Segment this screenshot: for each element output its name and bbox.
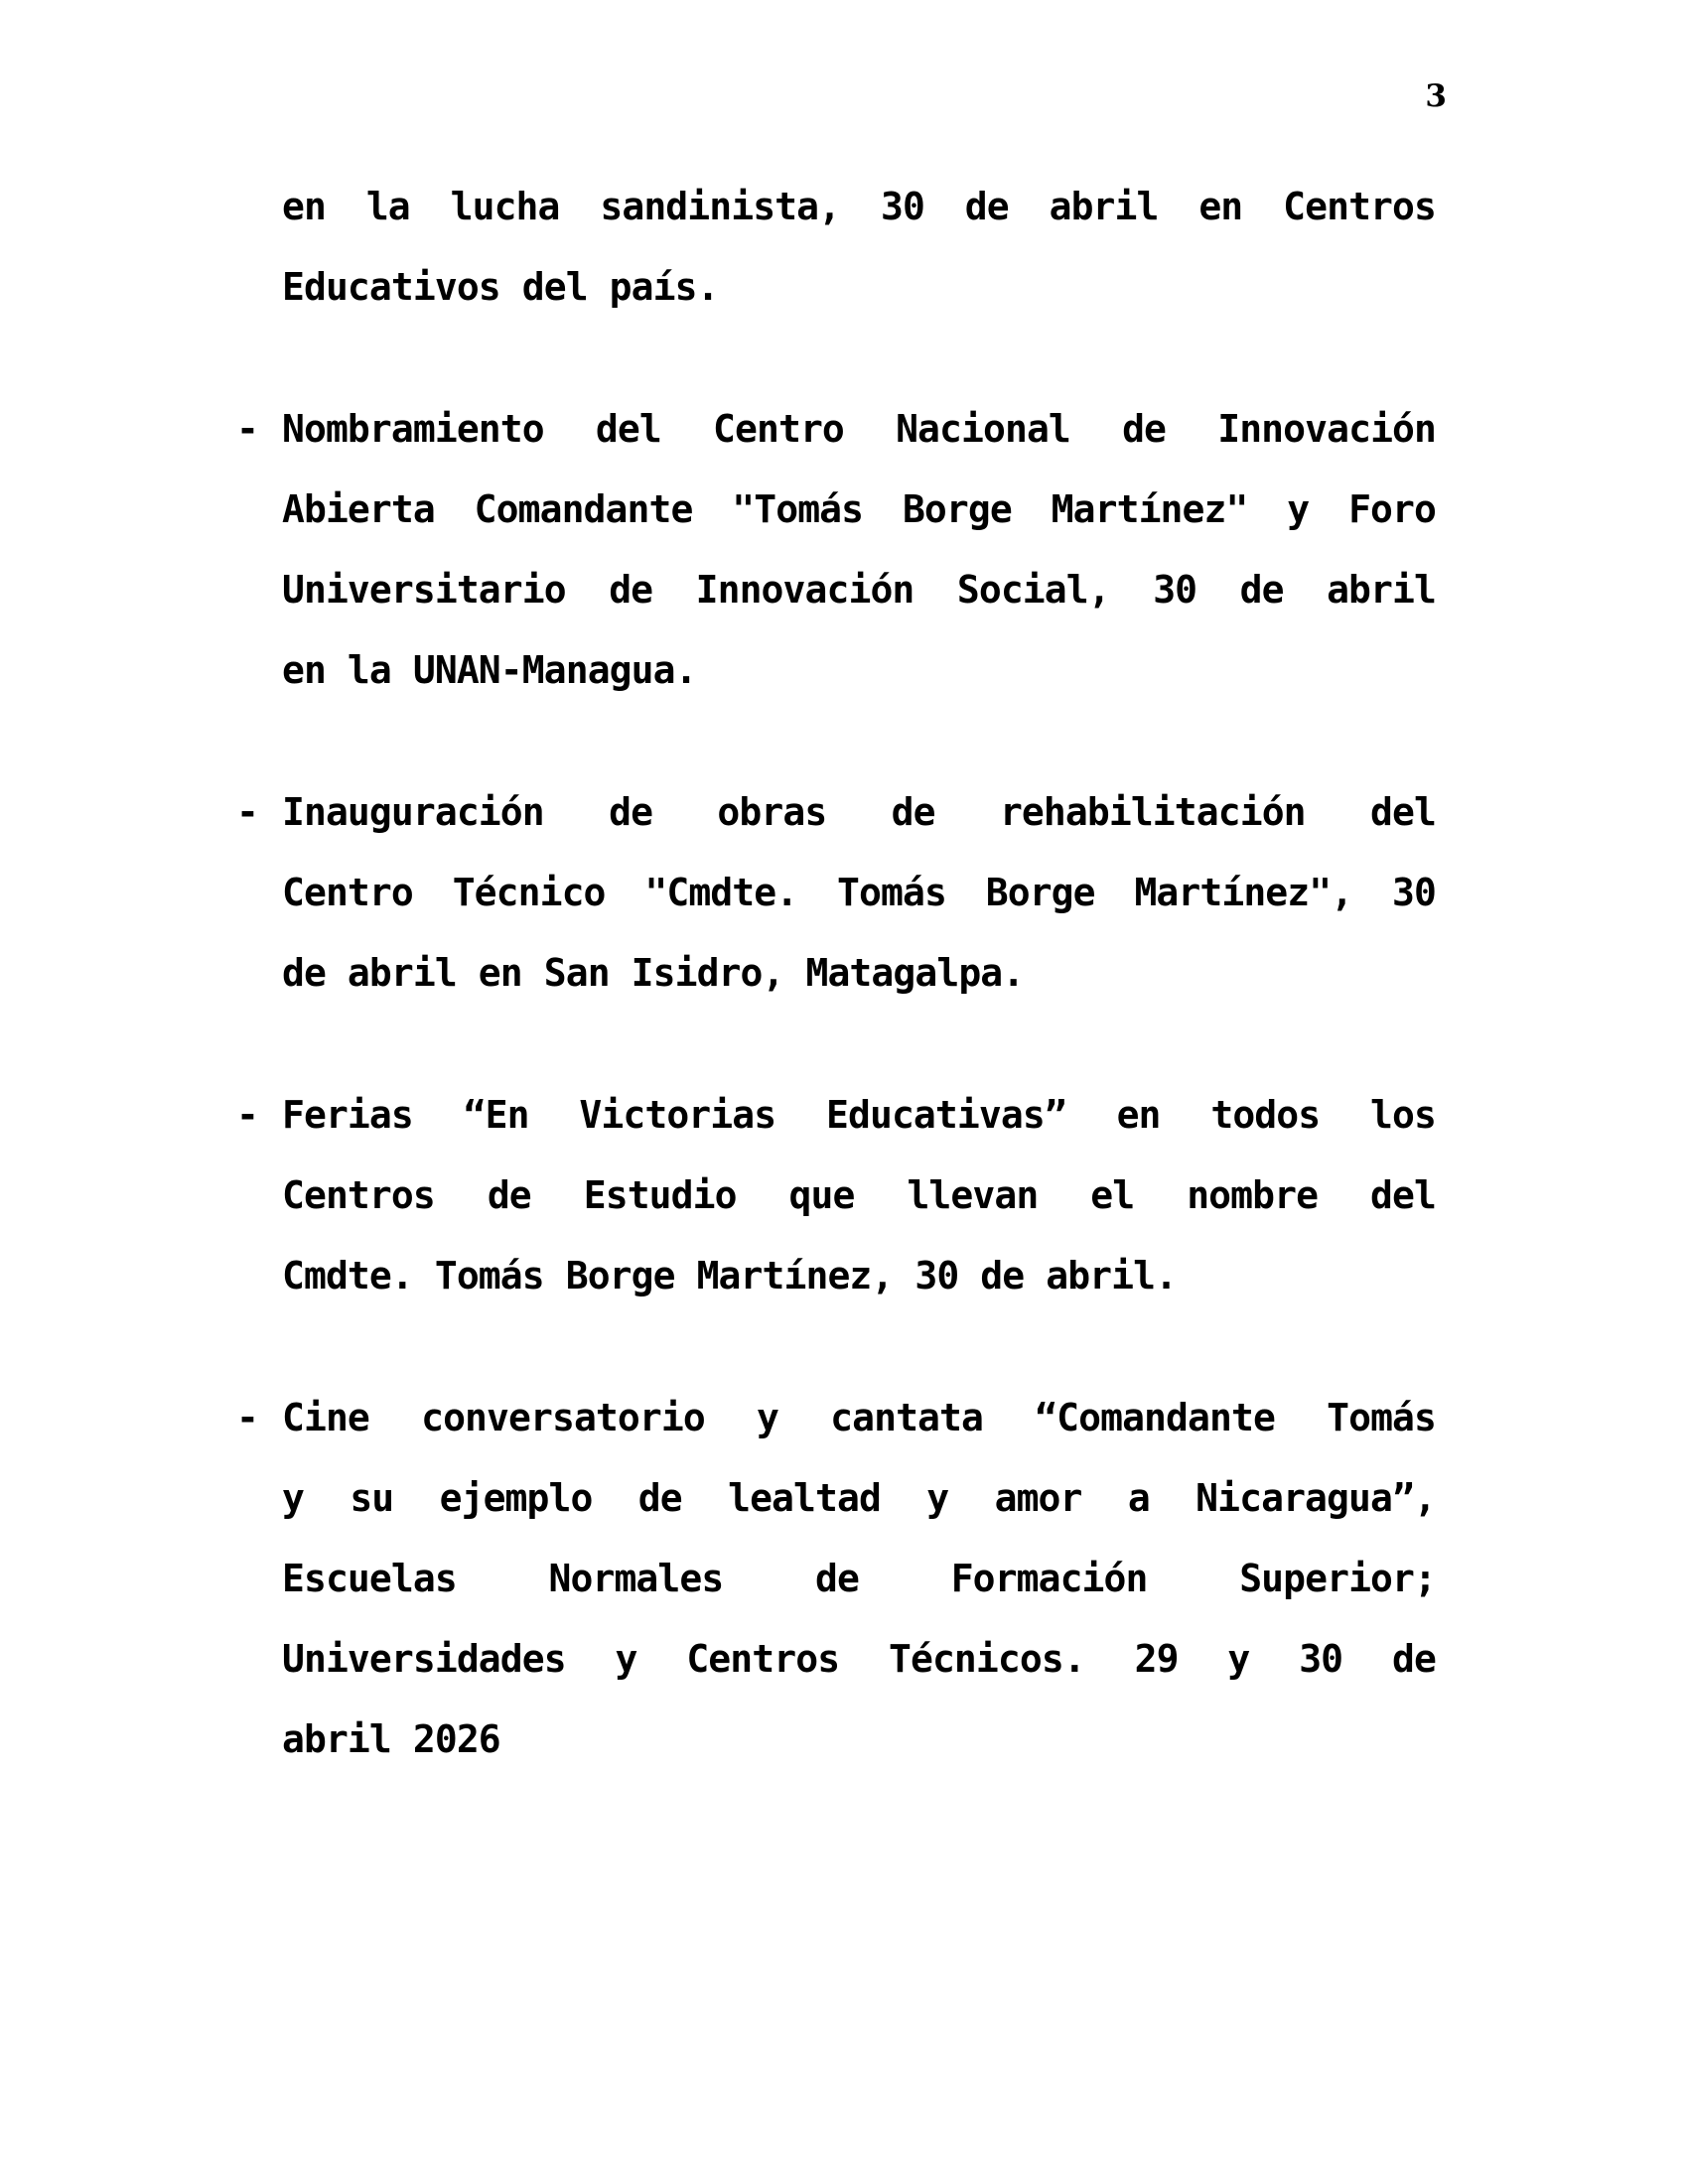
text-word: Centro <box>713 407 844 451</box>
text-word: en <box>282 185 326 228</box>
text-word: 30 <box>880 185 924 228</box>
text-word: Cine <box>282 1396 369 1439</box>
text-word: rehabilitación <box>999 790 1306 834</box>
text-line: de abril en San Isidro, Matagalpa. <box>282 951 1025 995</box>
text-line <box>282 1539 1436 1619</box>
text-word: Abierta <box>282 487 435 531</box>
text-word: y <box>1287 487 1310 531</box>
text-word: sandinista, <box>600 185 841 228</box>
text-word: 30 <box>1153 568 1197 612</box>
text-line: en la UNAN-Managua. <box>282 648 697 692</box>
text-word: que <box>788 1173 855 1217</box>
text-line <box>282 167 1436 247</box>
text-word: Martínez", <box>1134 871 1353 914</box>
text-word: "Cmdte. <box>644 871 798 914</box>
text-line <box>282 1619 1436 1700</box>
text-word: Social, <box>956 568 1110 612</box>
paragraph-text <box>282 389 1436 711</box>
text-line: Educativos del país. <box>282 265 719 309</box>
text-word: su <box>350 1476 394 1520</box>
text-word: Centros <box>686 1637 840 1681</box>
text-word: "Tomás <box>732 487 864 531</box>
text-word: “En <box>463 1093 529 1137</box>
text-word: y <box>1227 1637 1250 1681</box>
text-word: Borge <box>902 487 1012 531</box>
text-word: nombre <box>1187 1173 1319 1217</box>
text-word: conversatorio <box>421 1396 705 1439</box>
text-word: el <box>1090 1173 1135 1217</box>
text-line <box>282 470 1436 550</box>
text-word: Inauguración <box>282 790 544 834</box>
text-word: 29 <box>1134 1637 1179 1681</box>
text-line <box>282 1458 1436 1539</box>
text-word: Normales <box>548 1557 724 1600</box>
bullet-dash-marker: - <box>236 1093 259 1137</box>
text-word: del <box>595 407 661 451</box>
text-word: Victorias <box>579 1093 776 1137</box>
text-word: Técnico <box>452 871 606 914</box>
text-word: Foro <box>1348 487 1436 531</box>
text-word: Centro <box>282 871 413 914</box>
text-word: Innovación <box>1217 407 1436 451</box>
text-word: en <box>1198 185 1243 228</box>
paragraph-text <box>282 1378 1436 1780</box>
text-word: “Comandante <box>1035 1396 1275 1439</box>
text-word: Escuelas <box>282 1557 457 1600</box>
text-word: Técnicos. <box>889 1637 1085 1681</box>
text-word: Tomás <box>837 871 946 914</box>
text-word: amor <box>994 1476 1082 1520</box>
text-word: Formación <box>950 1557 1148 1600</box>
page-number: 3 <box>1425 78 1447 114</box>
text-word: Ferias <box>282 1093 413 1137</box>
text-word: de <box>1122 407 1167 451</box>
text-word: Nicaragua”, <box>1196 1476 1436 1520</box>
text-line <box>282 389 1436 470</box>
text-word: en <box>1116 1093 1161 1137</box>
text-word: cantata <box>830 1396 983 1439</box>
bullet-dash-marker: - <box>236 790 259 834</box>
text-line <box>282 772 1436 853</box>
text-word: de <box>609 790 653 834</box>
text-word: abril <box>1049 185 1159 228</box>
text-word: y <box>756 1396 778 1439</box>
text-word: Martínez" <box>1051 487 1248 531</box>
bullet-dash-marker: - <box>236 407 259 451</box>
text-word: Comandante <box>474 487 693 531</box>
text-word: Estudio <box>583 1173 737 1217</box>
text-word: del <box>1370 790 1436 834</box>
text-word: Educativas” <box>826 1093 1066 1137</box>
text-line <box>282 1075 1436 1156</box>
text-word: de <box>1391 1637 1436 1681</box>
text-word: Centros <box>1283 185 1436 228</box>
bullet-inauguracion-obras-rehabilitacion <box>236 772 1436 1014</box>
text-word: lealtad <box>728 1476 881 1520</box>
text-word: y <box>926 1476 949 1520</box>
text-word: Innovación <box>695 568 914 612</box>
text-word: Centros <box>282 1173 435 1217</box>
text-word: Superior; <box>1239 1557 1436 1600</box>
text-word: del <box>1370 1173 1436 1217</box>
text-word: de <box>815 1557 859 1600</box>
text-word: los <box>1370 1093 1436 1137</box>
text-word: llevan <box>907 1173 1039 1217</box>
bullet-dash-marker: - <box>236 1396 259 1439</box>
bullet-cine-conversatorio-cantata <box>236 1378 1436 1780</box>
text-word: Nacional <box>896 407 1070 451</box>
text-word: de <box>487 1173 531 1217</box>
bullet-nombramiento-centro-nacional-innovacion <box>236 389 1436 711</box>
text-word: y <box>282 1476 304 1520</box>
text-line: abril 2026 <box>282 1717 500 1761</box>
text-word: todos <box>1210 1093 1321 1137</box>
text-word: Universitario <box>282 568 566 612</box>
text-word: ejemplo <box>439 1476 593 1520</box>
paragraph-text <box>282 772 1436 1014</box>
text-word: y <box>615 1637 637 1681</box>
text-word: de <box>964 185 1009 228</box>
text-word: la <box>365 185 410 228</box>
text-word: de <box>891 790 935 834</box>
document-body <box>236 167 1436 1780</box>
text-line <box>282 1156 1436 1236</box>
text-word: obras <box>717 790 827 834</box>
paragraph-text <box>282 1075 1436 1316</box>
text-word: Borge <box>985 871 1095 914</box>
text-line <box>282 550 1436 630</box>
text-word: Nombramiento <box>282 407 544 451</box>
text-word: 30 <box>1299 1637 1343 1681</box>
text-line <box>282 1378 1436 1458</box>
text-line: Cmdte. Tomás Borge Martínez, 30 de abril. <box>282 1254 1178 1297</box>
text-word: lucha <box>450 185 560 228</box>
text-word: de <box>609 568 653 612</box>
paragraph-continuation <box>236 167 1436 328</box>
text-word: Tomás <box>1327 1396 1436 1439</box>
text-word: a <box>1127 1476 1150 1520</box>
bullet-ferias-en-victorias-educativas <box>236 1075 1436 1316</box>
paragraph-text <box>282 167 1436 328</box>
text-line <box>282 853 1436 933</box>
text-word: de <box>637 1476 682 1520</box>
text-word: Universidades <box>282 1637 566 1681</box>
text-word: de <box>1239 568 1284 612</box>
text-word: abril <box>1327 568 1436 612</box>
text-word: 30 <box>1392 871 1436 914</box>
